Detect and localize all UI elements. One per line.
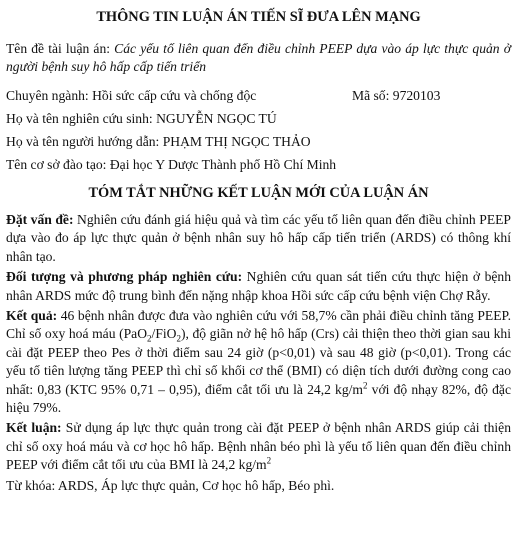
conclusion-text: Sử dụng áp lực thực quản trong cài đặt PEEP ở bệnh nhân ARDS giúp cải thiện chỉ số oxy hoá máu và cơ học hô hấp. Bệnh nhân béo phì là yếu tố liên quan đến điều chỉnh PEEP với điểm cắt tối ưu của BMI là 24,2 kg/m bbox=[6, 420, 511, 473]
major: Chuyên ngành: Hồi sức cấp cứu và chống độc bbox=[6, 88, 257, 103]
summary-heading: TÓM TẮT NHỮNG KẾT LUẬN MỚI CỦA LUẬN ÁN bbox=[88, 185, 429, 201]
page-title: THÔNG TIN LUẬN ÁN TIẾN SĨ ĐƯA LÊN MẠNG bbox=[96, 9, 421, 25]
summary-body bbox=[6, 211, 511, 497]
methods-text: Nghiên cứu quan sát tiến cứu thực hiện ở bệnh nhân ARDS mức độ trung bình đến nặng nhập khoa Hồi sức cấp cứu bệnh viện Chợ Rẫy. bbox=[6, 269, 511, 303]
results-text-4: với độ nhạy 82%, độ đặc hiệu 79%. bbox=[6, 381, 511, 416]
results-sub-1: 2 bbox=[147, 334, 152, 345]
keywords: Từ khóa: ARDS, Áp lực thực quản, Cơ học hô hấp, Béo phì. bbox=[6, 477, 335, 493]
results-sup: 2 bbox=[363, 380, 368, 391]
methods-paragraph bbox=[6, 268, 511, 305]
advisor-row bbox=[6, 133, 511, 151]
results-sub-2: 2 bbox=[176, 334, 181, 345]
thesis-title-label: Tên đề tài luận án: bbox=[6, 41, 111, 56]
conclusion-paragraph bbox=[6, 419, 511, 474]
institution: Tên cơ sở đào tạo: Đại học Y Dược Thành phố Hồ Chí Minh bbox=[6, 157, 337, 172]
advisor-name: Họ và tên người hướng dẫn: PHẠM THỊ NGỌC THẢO bbox=[6, 134, 311, 149]
institution-row bbox=[6, 156, 511, 174]
results-text-2: /FiO bbox=[151, 326, 177, 342]
results-paragraph bbox=[6, 307, 511, 417]
results-text-1: 46 bệnh nhân được đưa vào nghiên cứu với 58,7% cần phải điều chỉnh tăng PEEP. Chỉ số oxy hoá máu (PaO bbox=[6, 308, 511, 342]
results-label: Kết quả: bbox=[6, 308, 58, 324]
methods-label: Đối tượng và phương pháp nghiên cứu: bbox=[6, 269, 243, 285]
problem-label: Đặt vấn đề: bbox=[6, 212, 74, 227]
thesis-title: Các yếu tố liên quan đến điều chỉnh PEEP dựa vào áp lực thực quản ở người bệnh suy hô hấp cấp tiến triển bbox=[6, 41, 511, 75]
problem-paragraph bbox=[6, 211, 511, 266]
conclusion-sup: 2 bbox=[266, 455, 272, 466]
student-row bbox=[6, 110, 511, 128]
problem-text: Nghiên cứu đánh giá hiệu quả và tìm các yếu tố liên quan đến điều chỉnh PEEP dựa vào đo áp lực thực quản ở bệnh nhân suy hô hấp cấp tiến triển (ARDS) có thông khí nhân tạo. bbox=[6, 212, 511, 264]
student-name: Họ và tên nghiên cứu sinh: NGUYỄN NGỌC TÚ bbox=[6, 111, 277, 126]
thesis-title-block bbox=[6, 40, 511, 77]
major-code: Mã số: 9720103 bbox=[352, 88, 441, 103]
results-text-3: ), độ giãn nở hệ hô hấp (Crs) cải thiện theo thời gian sau khi cài đặt PEEP theo Pes ở thời điểm sau 24 giờ (p<0,01) và sau 48 giờ (p<0,01). Trong các yếu tố tiên lượng tăng PEEP thì chỉ số khối cơ thể (BMI) có diện tích dưới đường cong cao nhất: 0,83 (KTC 95% 0,71 – 0,95), điểm cắt tối ưu là 24,2 kg/m bbox=[6, 326, 511, 397]
conclusion-label: Kết luận: bbox=[6, 420, 62, 436]
major-row bbox=[6, 87, 511, 105]
